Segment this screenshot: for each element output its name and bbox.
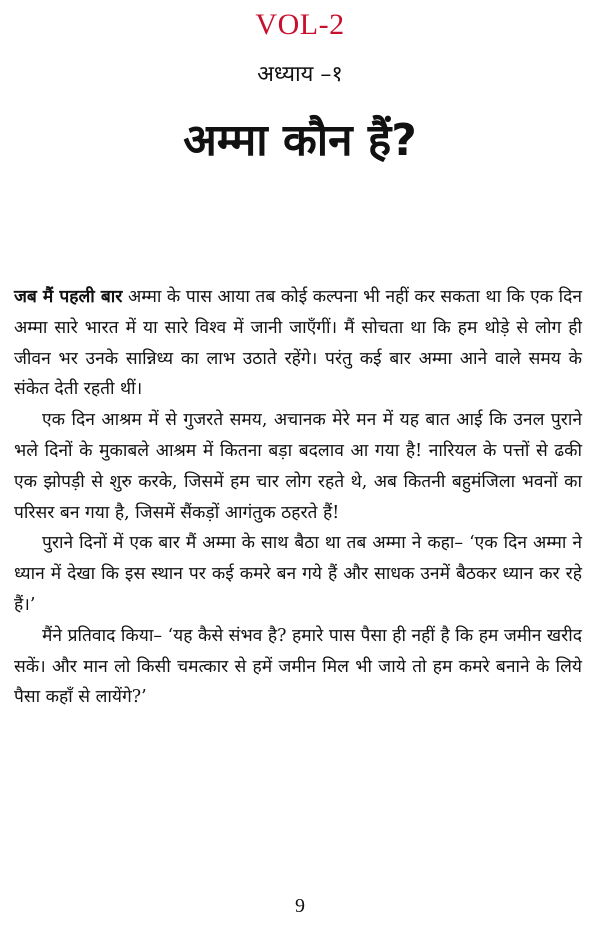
paragraph-1 bbox=[14, 282, 582, 405]
paragraph-lead: जब मैं पहली बार bbox=[14, 287, 123, 307]
chapter-heading: अध्याय –१ bbox=[257, 62, 343, 87]
paragraph-4: मैंने प्रतिवाद किया– ‘यह कैसे संभव है? हमारे पास पैसा ही नहीं है कि हम जमीन खरीद सकें। और मान लो किसी चमत्कार से हमें जमीन मिल भी जाये तो हम कमरे बनाने के लिये पैसा कहाँ से लायेंगे?’ bbox=[14, 625, 582, 708]
volume-label: VOL-2 bbox=[255, 8, 345, 41]
page-number: 9 bbox=[295, 895, 305, 917]
paragraph-2: एक दिन आश्रम में से गुजरते समय, अचानक मेरे मन में यह बात आई कि उनल पुराने भले दिनों के मुकाबले आश्रम में कितना बड़ा बदलाव आ गया है! नारियल के पत्तों से ढकी एक झोपड़ी से शुरु करके, जिसमें हम चार लोग रहते थे, अब कितनी बहुमंजिला भवनों का परिसर बन गया है, जिसमें सैंकड़ों आगंतुक ठहरते हैं! bbox=[14, 410, 582, 523]
chapter-body bbox=[14, 282, 582, 713]
paragraph-3: पुराने दिनों में एक बार मैं अम्मा के साथ बैठा था तब अम्मा ने कहा– ‘एक दिन अम्मा ने ध्यान में देखा कि इस स्थान पर कई कमरे बन गये हैं और साधक उनमें बैठकर ध्यान कर रहे हैं।’ bbox=[14, 533, 582, 615]
paragraph-1-text: अम्मा के पास आया तब कोई कल्पना भी नहीं कर सकता था कि एक दिन अम्मा सारे भारत में या सारे विश्व में जानी जाएँगीं। मैं सोचता था कि हम थोड़े से लोग ही जीवन भर उनके सान्निध्य का लाभ उठाते रहेंगे। परंतु कई बार अम्मा आने वाले समय के संकेत देती रहती थीं। bbox=[14, 287, 582, 400]
page-title: अम्मा कौन हैं? bbox=[183, 115, 417, 166]
